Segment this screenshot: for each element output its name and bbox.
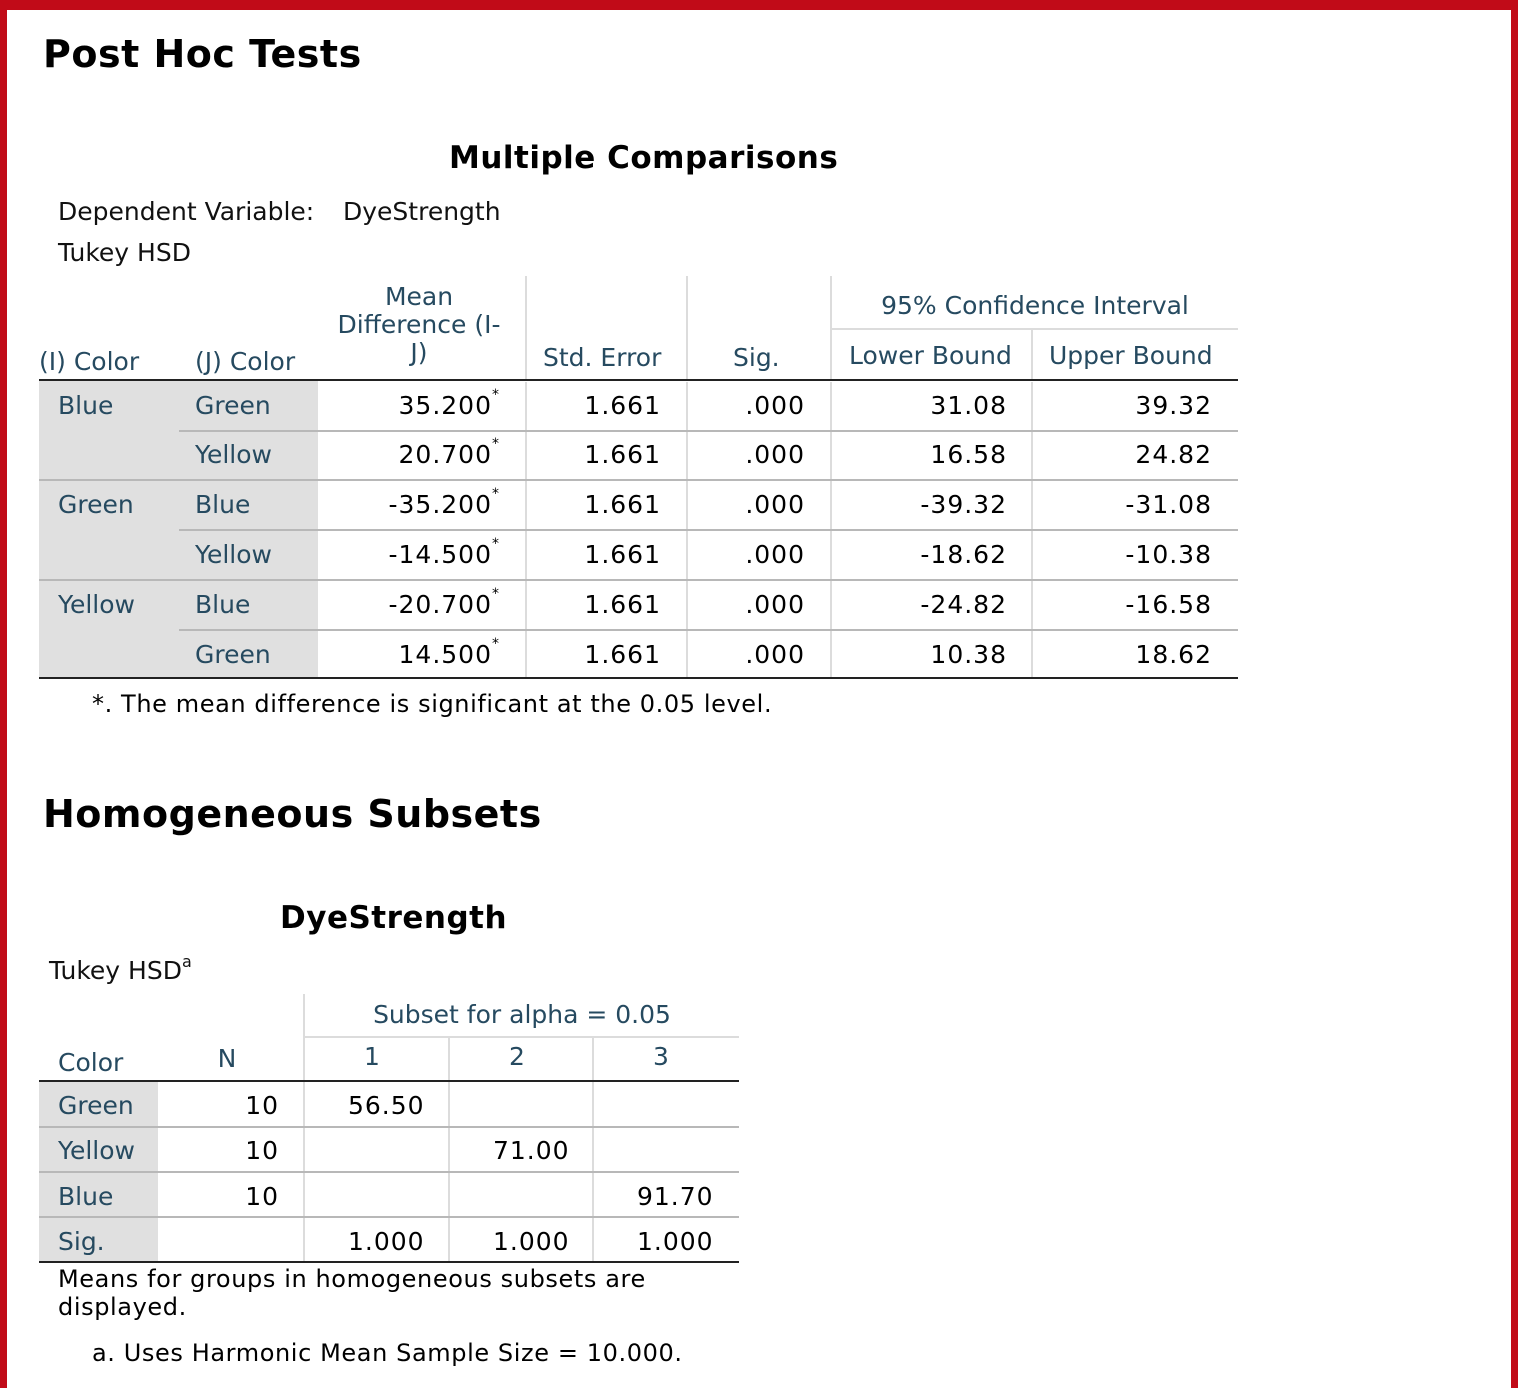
lower-bound-cell: -39.32 [920,490,1007,519]
row-rule [39,1216,739,1218]
mean-diff-footnote: *. The mean difference is significant at the 0.05 level. [92,690,773,718]
j-color-label: Green [195,640,271,669]
mean-diff-cell: -14.500* [388,536,500,569]
j-color-label: Blue [195,490,251,519]
upper-bound-cell: 18.62 [1135,640,1212,669]
upper-bound-cell: -10.38 [1125,540,1212,569]
dye-method-label: Tukey HSD$^a$ [49,952,192,985]
j-color-label: Yellow [195,440,272,469]
header-divider [686,276,688,380]
header-ci-group: 95% Confidence Interval [881,291,1189,320]
row-rule [179,529,1238,531]
header-std-error: Std. Error [543,343,662,372]
bottom-rule [39,1261,739,1263]
subset-group-underline [305,1036,739,1038]
means-note: Means for groups in homogeneous subsets are displayed. [58,1265,646,1321]
row-rule [179,629,1238,631]
sig-cell: .000 [745,490,805,519]
j-color-label: Blue [195,590,251,619]
lower-bound-cell: 31.08 [930,391,1007,420]
lower-bound-cell: 16.58 [930,440,1007,469]
harmonic-mean-footnote: a. Uses Harmonic Mean Sample Size = 10.000. [92,1339,683,1367]
dye-strength-title: DyeStrength [280,900,508,936]
subset-3-cell: 91.70 [637,1182,714,1211]
header-mean-difference: Mean Difference (I- J) [337,282,501,367]
multiple-comparisons-title: Multiple Comparisons [449,140,839,176]
lower-bound-cell: -18.62 [920,540,1007,569]
header-upper-bound: Upper Bound [1049,341,1213,370]
mean-diff-cell: -35.200* [388,486,500,519]
header-color: Color [58,1048,124,1077]
header-rule [39,379,1238,381]
upper-bound-cell: 24.82 [1135,440,1212,469]
group-label: Blue [58,391,114,420]
sig-cell: .000 [745,640,805,669]
dependent-variable-value: DyeStrength [343,197,501,226]
subset-3-cell: 1.000 [637,1227,714,1256]
group-rule [39,579,1238,581]
mean-diff-cell: -20.700* [388,586,500,619]
j-color-label: Green [195,391,271,420]
lower-bound-cell: -24.82 [920,590,1007,619]
mean-diff-cell: 20.700* [398,436,500,469]
std-error-cell: 1.661 [584,440,661,469]
group-label: Yellow [58,590,135,619]
header-divider [1031,330,1033,380]
upper-bound-cell: -16.58 [1125,590,1212,619]
mean-diff-cell: 14.500* [398,636,500,669]
std-error-cell: 1.661 [584,540,661,569]
color-label: Blue [58,1182,114,1211]
method-label: Tukey HSD [58,238,191,267]
row-group-shade [39,380,179,678]
row-rule [179,430,1238,432]
sig-cell: .000 [745,391,805,420]
header-subset-2: 2 [509,1042,525,1071]
upper-bound-cell: 39.32 [1135,391,1212,420]
header-subset-3: 3 [653,1042,669,1071]
j-color-label: Yellow [195,540,272,569]
header-n: N [217,1044,237,1073]
subset-1-cell: 56.50 [348,1091,425,1120]
sig-cell: .000 [745,590,805,619]
homogeneous-subsets-heading: Homogeneous Subsets [43,792,542,836]
dependent-variable-label: Dependent Variable: [58,197,315,226]
subset-2-cell: 1.000 [493,1227,570,1256]
header-i-color: (I) Color [39,347,140,376]
group-rule [39,479,1238,481]
header-j-color: (J) Color [195,347,296,376]
header-divider [525,276,527,380]
group-label: Green [58,490,134,519]
std-error-cell: 1.661 [584,640,661,669]
subset-2-cell: 71.00 [493,1136,570,1165]
header-sig: Sig. [733,343,780,372]
row-rule [39,1171,739,1173]
post-hoc-heading: Post Hoc Tests [43,32,362,76]
subset-1-cell: 1.000 [348,1227,425,1256]
std-error-cell: 1.661 [584,590,661,619]
std-error-cell: 1.661 [584,391,661,420]
sig-cell: .000 [745,540,805,569]
color-label: Yellow [58,1136,135,1165]
sig-row-label: Sig. [58,1227,105,1256]
header-rule [39,1080,739,1082]
n-cell: 10 [245,1136,279,1165]
std-error-cell: 1.661 [584,490,661,519]
header-subset-group: Subset for alpha = 0.05 [373,1000,671,1029]
sig-cell: .000 [745,440,805,469]
row-rule [39,1126,739,1128]
mean-diff-cell: 35.200* [398,387,500,420]
header-subset-1: 1 [364,1042,380,1071]
header-lower-bound: Lower Bound [849,341,1012,370]
upper-bound-cell: -31.08 [1125,490,1212,519]
bottom-rule [39,677,1238,679]
color-label: Green [58,1091,134,1120]
lower-bound-cell: 10.38 [930,640,1007,669]
ci-group-underline [832,328,1238,330]
n-cell: 10 [245,1091,279,1120]
n-cell: 10 [245,1182,279,1211]
